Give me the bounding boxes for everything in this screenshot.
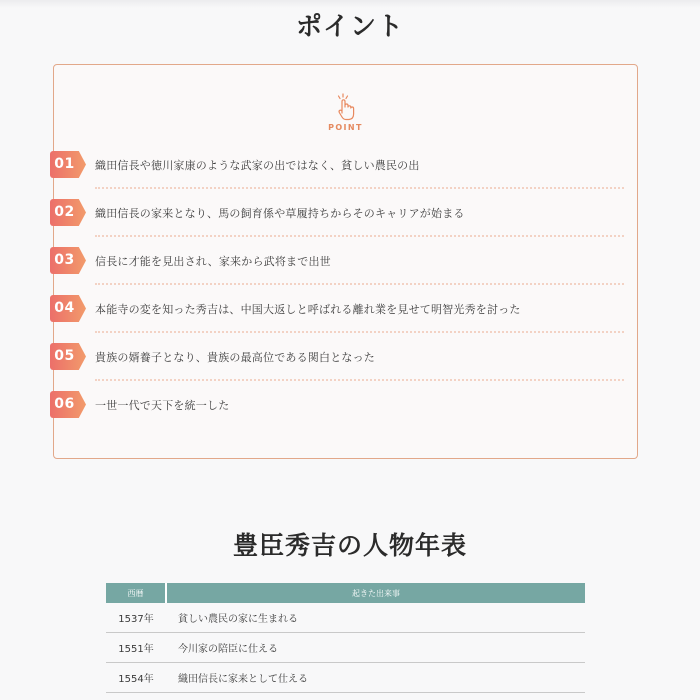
dotted-divider [95,379,624,381]
year-cell: 1537年 [106,603,166,633]
year-cell: 1554年 [106,663,166,693]
chronology-table [106,583,585,693]
point-number: 04 [54,300,75,316]
dotted-divider [95,331,624,333]
point-section-title: ポイント [295,12,404,42]
table-header-row [106,583,585,603]
point-number: 06 [54,396,75,412]
point-text: 貴族の婿養子となり、貴族の最高位である関白となった [95,351,375,364]
point-text: 織田信長の家来となり、馬の飼育係や草履持ちからそのキャリアが始まる [95,207,465,220]
point-item [50,391,624,439]
column-header-year: 西暦 [106,583,166,603]
point-list [50,151,624,439]
point-number: 03 [54,252,75,268]
dotted-divider [95,283,624,285]
point-text: 信長に才能を見出され、家来から武将まで出世 [95,255,331,268]
dotted-divider [95,235,624,237]
point-item [50,247,624,295]
table-row [106,633,585,663]
point-item [50,199,624,247]
event-cell: 今川家の陪臣に仕える [166,633,585,663]
point-item [50,295,624,343]
dotted-divider [95,187,624,189]
pointing-finger-icon [335,93,357,121]
column-header-event: 起きた出来事 [166,583,585,603]
event-cell: 織田信長に家来として仕える [166,663,585,693]
point-number: 01 [54,156,75,172]
year-cell: 1551年 [106,633,166,663]
table-row [106,663,585,693]
point-number: 05 [54,348,75,364]
event-cell: 貧しい農民の家に生まれる [166,603,585,633]
table-row [106,603,585,633]
point-header [54,93,637,132]
point-item [50,151,624,199]
point-text: 一世一代で天下を統一した [95,399,230,412]
point-text: 本能寺の変を知った秀吉は、中国大返しと呼ばれる離れ業を見せて明智光秀を討った [95,303,521,316]
point-box [53,64,638,459]
point-item [50,343,624,391]
point-text: 織田信長や徳川家康のような武家の出ではなく、貧しい農民の出 [95,159,420,172]
point-label: POINT [328,123,363,132]
chronology-section-title: 豊臣秀吉の人物年表 [232,531,467,560]
point-number: 02 [54,204,75,220]
